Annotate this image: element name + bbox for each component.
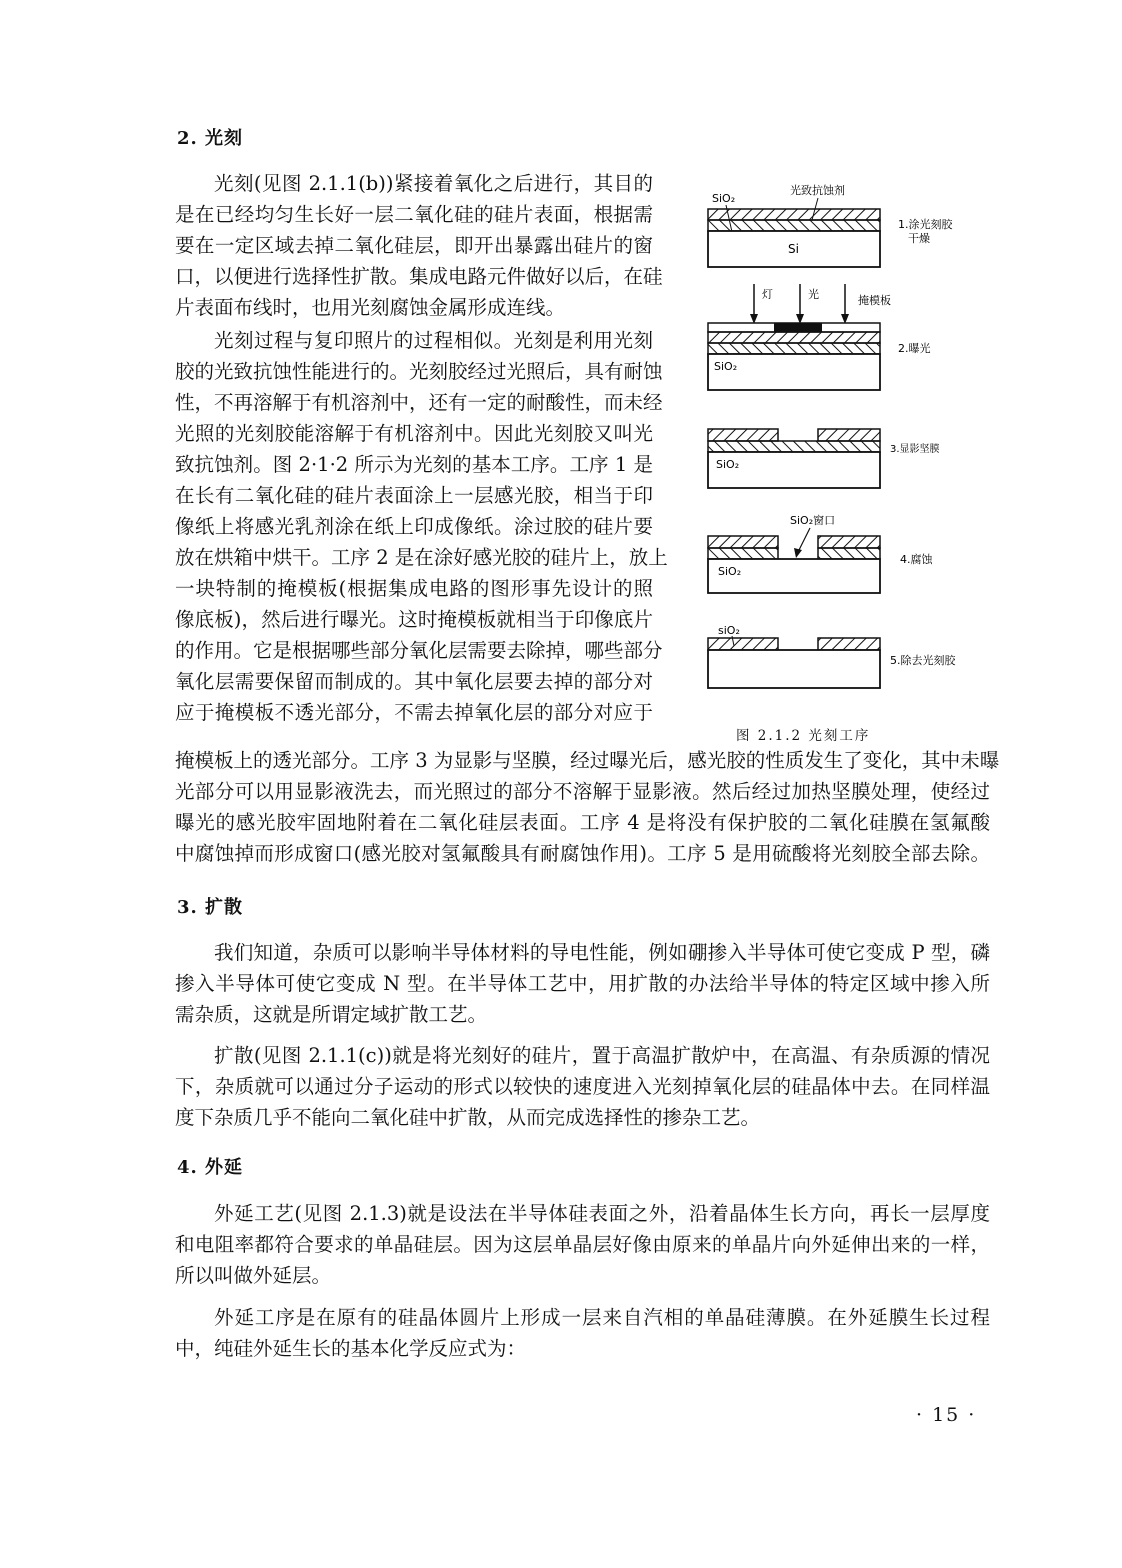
text-line: 中，纯硅外延生长的基本化学反应式为：: [175, 1337, 527, 1360]
text-line: 所以叫做外延层。: [175, 1264, 332, 1287]
sio2-label: siO₂: [718, 624, 740, 637]
light-label-right: 光: [808, 288, 819, 301]
sio2-label: SiO₂: [712, 192, 736, 205]
mask-label: 掩模板: [858, 294, 891, 307]
step-1-diagram: [708, 183, 953, 267]
diffusion-paragraph-1: [175, 937, 990, 1030]
text-line: 下，杂质就可以通过分子运动的形式以较快的速度进入光刻掉氧化层的硅晶体中去。在同样温: [175, 1075, 990, 1098]
text-line: 氧化层需要保留而制成的。其中氧化层要去掉的部分对: [175, 670, 653, 693]
sio2-label: SiO₂: [714, 360, 738, 373]
step-3-label: 3.显影坚膜: [890, 444, 940, 455]
lithography-paragraph-2-continued: [175, 745, 1000, 869]
text-line: 像纸上将感光乳剂涂在纸上印成像纸。涂过胶的硅片要: [175, 515, 653, 538]
page-number: · 15 ·: [916, 1404, 977, 1426]
text-line: 外延工序是在原有的硅晶体圆片上形成一层来自汽相的单晶硅薄膜。在外延膜生长过程: [214, 1306, 990, 1329]
text-line: 光刻过程与复印照片的过程相似。光刻是利用光刻: [214, 329, 653, 352]
step-5-diagram: [708, 624, 956, 688]
text-line: 性，不再溶解于有机溶剂中，还有一定的耐酸性，而未经: [175, 391, 663, 414]
text-line: 致抗蚀剂。图 2·1·2 所示为光刻的基本工序。工序 1 是: [175, 453, 653, 476]
text-line: 像底板)，然后进行曝光。这时掩模板就相当于印像底片: [175, 608, 653, 631]
figure-caption: 图 2.1.2 光刻工序: [736, 728, 871, 744]
text-line: 扩散(见图 2.1.1(c))就是将光刻好的硅片，置于高温扩散炉中，在高温、有杂质源的情况: [214, 1044, 990, 1067]
step-2-diagram: [708, 284, 931, 390]
text-line: 度下杂质几乎不能向二氧化硅中扩散，从而完成选择性的掺杂工艺。: [175, 1106, 761, 1129]
sio2-label: SiO₂: [718, 565, 742, 578]
step-1-label: 1.涂光刻胶: [898, 218, 953, 231]
text-line: 的作用。它是根据哪些部分氧化层需要去除掉，哪些部分: [175, 639, 663, 662]
step-1-label-line2: 干燥: [908, 232, 930, 245]
text-line: 掩模板上的透光部分。工序 3 为显影与坚膜，经过曝光后，感光胶的性质发生了变化，其中未曝: [175, 749, 1000, 772]
text-line: 要在一定区域去掉二氧化硅层，即开出暴露出硅片的窗: [175, 234, 653, 257]
section-heading-epitaxy: 4. 外延: [177, 1157, 244, 1178]
window-label: SiO₂窗口: [790, 514, 836, 527]
text-line: 曝光的感光胶牢固地附着在二氧化硅层表面。工序 4 是将没有保护胶的二氧化硅膜在氢氟酸: [175, 811, 990, 834]
text-line: 光刻(见图 2.1.1(b))紧接着氧化之后进行，其目的: [214, 172, 653, 195]
step-5-label: 5.除去光刻胶: [890, 654, 956, 667]
text-line: 中腐蚀掉而形成窗口(感光胶对氢氟酸具有耐腐蚀作用)。工序 5 是用硫酸将光刻胶全部去除。: [175, 842, 990, 865]
text-line: 应于掩模板不透光部分，不需去掉氧化层的部分对应于: [175, 701, 653, 724]
text-line: 口，以便进行选择性扩散。集成电路元件做好以后，在硅: [175, 265, 663, 288]
photoresist-label: 光致抗蚀剂: [790, 184, 845, 197]
section-heading-diffusion: 3. 扩散: [177, 897, 244, 918]
text-line: 是在已经均匀生长好一层二氧化硅的硅片表面，根据需: [175, 203, 653, 226]
text-line: 和电阻率都符合要求的单晶硅层。因为这层单晶层好像由原来的单晶片向外延伸出来的一样，: [175, 1233, 990, 1256]
lithography-paragraph-1: [175, 168, 663, 323]
step-2-label: 2.曝光: [898, 342, 931, 355]
light-label-left: 灯: [762, 288, 773, 301]
text-line: 光照的光刻胶能溶解于有机溶剂中。因此光刻胶又叫光: [175, 422, 653, 445]
text-line: 我们知道，杂质可以影响半导体材料的导电性能，例如硼掺入半导体可使它变成 P 型，磷: [214, 941, 990, 964]
section-heading-lithography: 2. 光刻: [177, 128, 244, 149]
lithography-paragraph-2: [175, 325, 668, 728]
text-line: 需杂质，这就是所谓定域扩散工艺。: [175, 1003, 488, 1026]
lithography-process-figure: [690, 180, 990, 700]
epitaxy-paragraph-2: [175, 1302, 990, 1364]
epitaxy-paragraph-1: [175, 1198, 990, 1291]
text-line: 在长有二氧化硅的硅片表面涂上一层感光胶，相当于印: [175, 484, 653, 507]
si-label: Si: [788, 242, 799, 256]
text-line: 一块特制的掩模板(根据集成电路的图形事先设计的照: [175, 577, 653, 600]
diffusion-paragraph-2: [175, 1040, 990, 1133]
text-line: 外延工艺(见图 2.1.3)就是设法在半导体硅表面之外，沿着晶体生长方向，再长一层厚度: [214, 1202, 990, 1225]
step-3-diagram: [708, 429, 940, 488]
step-4-diagram: [708, 513, 933, 593]
text-line: 胶的光致抗蚀性能进行的。光刻胶经过光照后，具有耐蚀: [175, 360, 663, 383]
text-line: 掺入半导体可使它变成 N 型。在半导体工艺中，用扩散的办法给半导体的特定区域中掺入所: [175, 972, 990, 995]
text-line: 光部分可以用显影液洗去，而光照过的部分不溶解于显影液。然后经过加热坚膜处理，使经过: [175, 780, 990, 803]
step-4-label: 4.腐蚀: [900, 553, 933, 566]
text-line: 放在烘箱中烘干。工序 2 是在涂好感光胶的硅片上，放上: [175, 546, 668, 569]
sio2-label: SiO₂: [716, 458, 740, 471]
text-line: 片表面布线时，也用光刻腐蚀金属形成连线。: [175, 296, 566, 319]
